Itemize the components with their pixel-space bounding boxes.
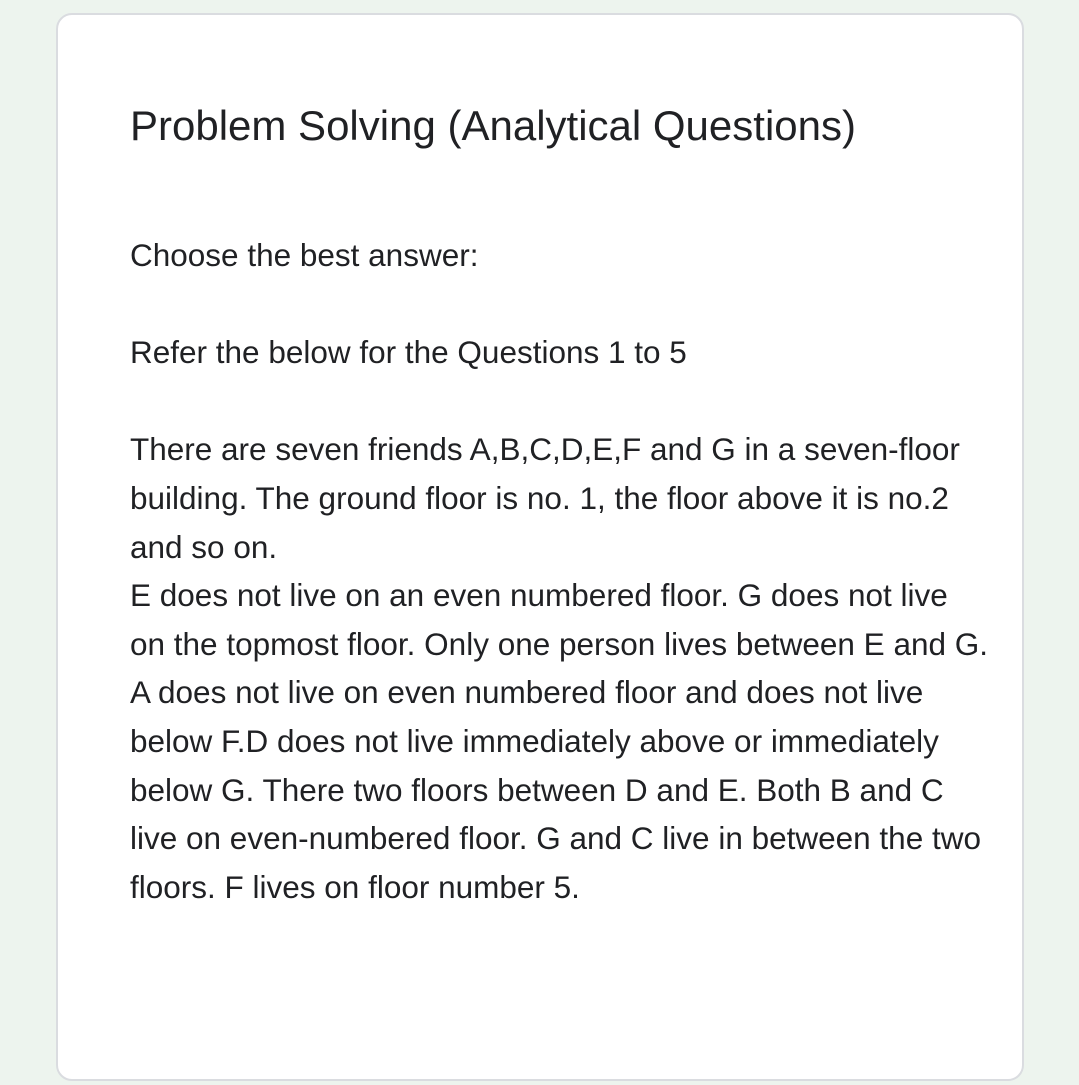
instruction-text: Choose the best answer: (130, 237, 479, 273)
spacer (130, 377, 990, 426)
section-title: Problem Solving (Analytical Questions) (130, 102, 856, 149)
passage-text: There are seven friends A,B,C,D,E,F and G in a seven-floor building. The ground floor is no. 1, the floor above it is no.2 and so on. E does not live on an even numbered floor. G does not live on the topmost floor. Only one person lives between E and G. A does not live on even numbered floor and does not live below F.D does not live immediately above or immediately below G. There two floors between D and E. Both B and C live on even-numbered floor. G and C live in between the two floors. F lives on floor number 5. (130, 431, 989, 905)
section-description (130, 231, 990, 911)
refer-text: Refer the below for the Questions 1 to 5 (130, 334, 687, 371)
spacer (130, 280, 990, 329)
